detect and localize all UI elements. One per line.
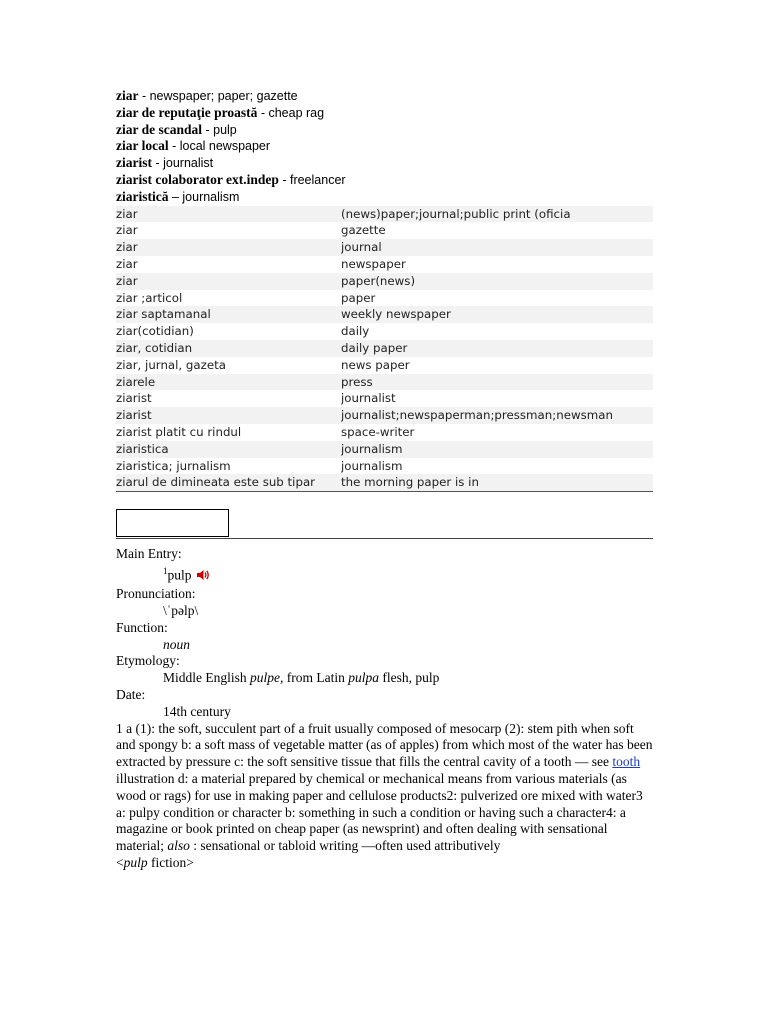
translation-table [116, 206, 653, 493]
entry-term: ziar de scandal [116, 121, 203, 137]
example-rest: fiction> [147, 854, 194, 870]
romanian-cell: ziarist [116, 390, 341, 407]
entry-definition: freelancer [289, 172, 346, 187]
english-cell: news paper [341, 357, 653, 374]
entry-term: ziar [116, 88, 139, 103]
entry-term: ziaristică [116, 188, 169, 204]
etymology-word: pulpa [348, 670, 379, 686]
romanian-cell: ziar [116, 222, 341, 239]
definition-text: : sensational or tabloid writing —often used attributively [189, 838, 501, 854]
table-row [116, 458, 653, 475]
example-word: pulp [123, 854, 148, 870]
english-cell: press [341, 374, 653, 391]
definition-text: 1 a (1): the soft, succulent part of a fruit usually composed of mesocarp (2): stem pith when soft and spongy b: a soft mass of vegetable matter (as of apples) from which most of the water has been extracted by pressure c: the soft sensitive tissue that fills the central cavity of a tooth — see [116, 720, 653, 770]
entry-term: ziarist [116, 155, 152, 171]
entry-separator: - [257, 105, 269, 120]
dictionary-entries [116, 88, 653, 206]
table-row [116, 424, 653, 441]
etymology-text: flesh, pulp [379, 670, 440, 686]
function-value [116, 637, 653, 654]
romanian-cell: ziar [116, 239, 341, 256]
homograph-number: 1 [163, 565, 168, 576]
english-cell: journalist [341, 390, 653, 407]
romanian-cell: ziar [116, 206, 341, 223]
table-row [116, 441, 653, 458]
entry-line [116, 105, 653, 122]
pronunciation: \ˈpəlp\ [163, 603, 199, 619]
entry-definition: pulp [213, 122, 237, 137]
horizontal-rule [116, 538, 653, 539]
part-of-speech: noun [163, 636, 190, 652]
entry-separator: - [152, 156, 164, 171]
english-cell: daily [341, 323, 653, 340]
entry-term: ziarist colaborator ext.indep [116, 171, 279, 187]
romanian-cell: ziar, jurnal, gazeta [116, 357, 341, 374]
table-row [116, 273, 653, 290]
speaker-icon[interactable] [196, 569, 210, 586]
also-word: also [167, 838, 190, 854]
table-row [116, 290, 653, 307]
english-cell: paper(news) [341, 273, 653, 290]
english-cell: space-writer [341, 424, 653, 441]
entry-definition: journalism [182, 189, 240, 204]
document-page [116, 88, 653, 872]
english-cell: the morning paper is in [341, 474, 653, 491]
headword: pulp [167, 567, 192, 583]
table-row [116, 474, 653, 491]
entry-separator: – [168, 189, 183, 204]
english-cell: (news)paper;journal;public print (oficia [341, 206, 653, 223]
romanian-cell: ziarul de dimineata este sub tipar [116, 474, 341, 491]
table-row [116, 374, 653, 391]
pronunciation-label: Pronunciation: [116, 586, 196, 602]
entry-line [116, 88, 653, 105]
romanian-cell: ziarist [116, 407, 341, 424]
main-entry-label: Main Entry: [116, 546, 182, 562]
english-cell: daily paper [341, 340, 653, 357]
merriam-webster-entry [116, 546, 653, 720]
tooth-link[interactable]: tooth [612, 754, 641, 770]
example-open: < [116, 854, 124, 870]
table-row [116, 340, 653, 357]
english-cell: journal [341, 239, 653, 256]
function-label: Function: [116, 619, 168, 635]
english-cell: weekly newspaper [341, 306, 653, 323]
entry-separator: - [138, 89, 150, 103]
separator-section [116, 492, 653, 540]
table-row [116, 239, 653, 256]
english-cell: gazette [341, 222, 653, 239]
entry-line [116, 172, 653, 189]
empty-box [116, 509, 229, 537]
table-row [116, 357, 653, 374]
romanian-cell: ziaristica [116, 441, 341, 458]
headword-line [116, 563, 653, 586]
entry-definition: local newspaper [179, 139, 271, 154]
table-row [116, 323, 653, 340]
english-cell: journalism [341, 441, 653, 458]
english-cell: paper [341, 290, 653, 307]
entry-definition: newspaper; paper; gazette [149, 89, 298, 103]
table-row [116, 256, 653, 273]
definition-paragraph [116, 721, 653, 872]
entry-definition: journalist [163, 156, 214, 171]
etymology-word: pulpe, [250, 670, 284, 686]
romanian-cell: ziar [116, 273, 341, 290]
romanian-cell: ziar saptamanal [116, 306, 341, 323]
definition-text: illustration d: a material prepared by chemical or mechanical means from various materials (as wood or rags) for use in making paper and cellulose products2: pulverized ore mixed with water3 a: pulpy condition or character b: something in such a condition or having such a character4: a magazine or book printed on cheap paper (as newsprint) and often dealing with sensational material; [116, 770, 643, 854]
romanian-cell: ziar [116, 256, 341, 273]
entry-separator: - [278, 172, 290, 187]
romanian-cell: ziarele [116, 374, 341, 391]
entry-line [116, 155, 653, 172]
table-row [116, 222, 653, 239]
english-cell: journalism [341, 458, 653, 475]
english-cell: journalist;newspaperman;pressman;newsman [341, 407, 653, 424]
entry-line [116, 138, 653, 155]
romanian-cell: ziar ;articol [116, 290, 341, 307]
table-row [116, 407, 653, 424]
entry-term: ziar de reputaţie proastă [116, 104, 258, 120]
table-row [116, 390, 653, 407]
entry-line [116, 122, 653, 139]
date-value: 14th century [163, 703, 231, 719]
romanian-cell: ziarist platit cu rindul [116, 424, 341, 441]
date-label: Date: [116, 687, 146, 702]
entry-separator: - [168, 139, 180, 154]
etymology-text: from Latin [283, 670, 349, 686]
entry-separator: - [202, 122, 214, 137]
entry-definition: cheap rag [268, 105, 325, 120]
romanian-cell: ziar, cotidian [116, 340, 341, 357]
etymology-text: Middle English [163, 670, 250, 686]
table-row [116, 206, 653, 223]
romanian-cell: ziar(cotidian) [116, 323, 341, 340]
english-cell: newspaper [341, 256, 653, 273]
etymology [116, 670, 653, 687]
entry-term: ziar local [116, 138, 169, 154]
entry-line [116, 189, 653, 206]
romanian-cell: ziaristica; jurnalism [116, 458, 341, 475]
etymology-label: Etymology: [116, 653, 180, 669]
table-row [116, 306, 653, 323]
